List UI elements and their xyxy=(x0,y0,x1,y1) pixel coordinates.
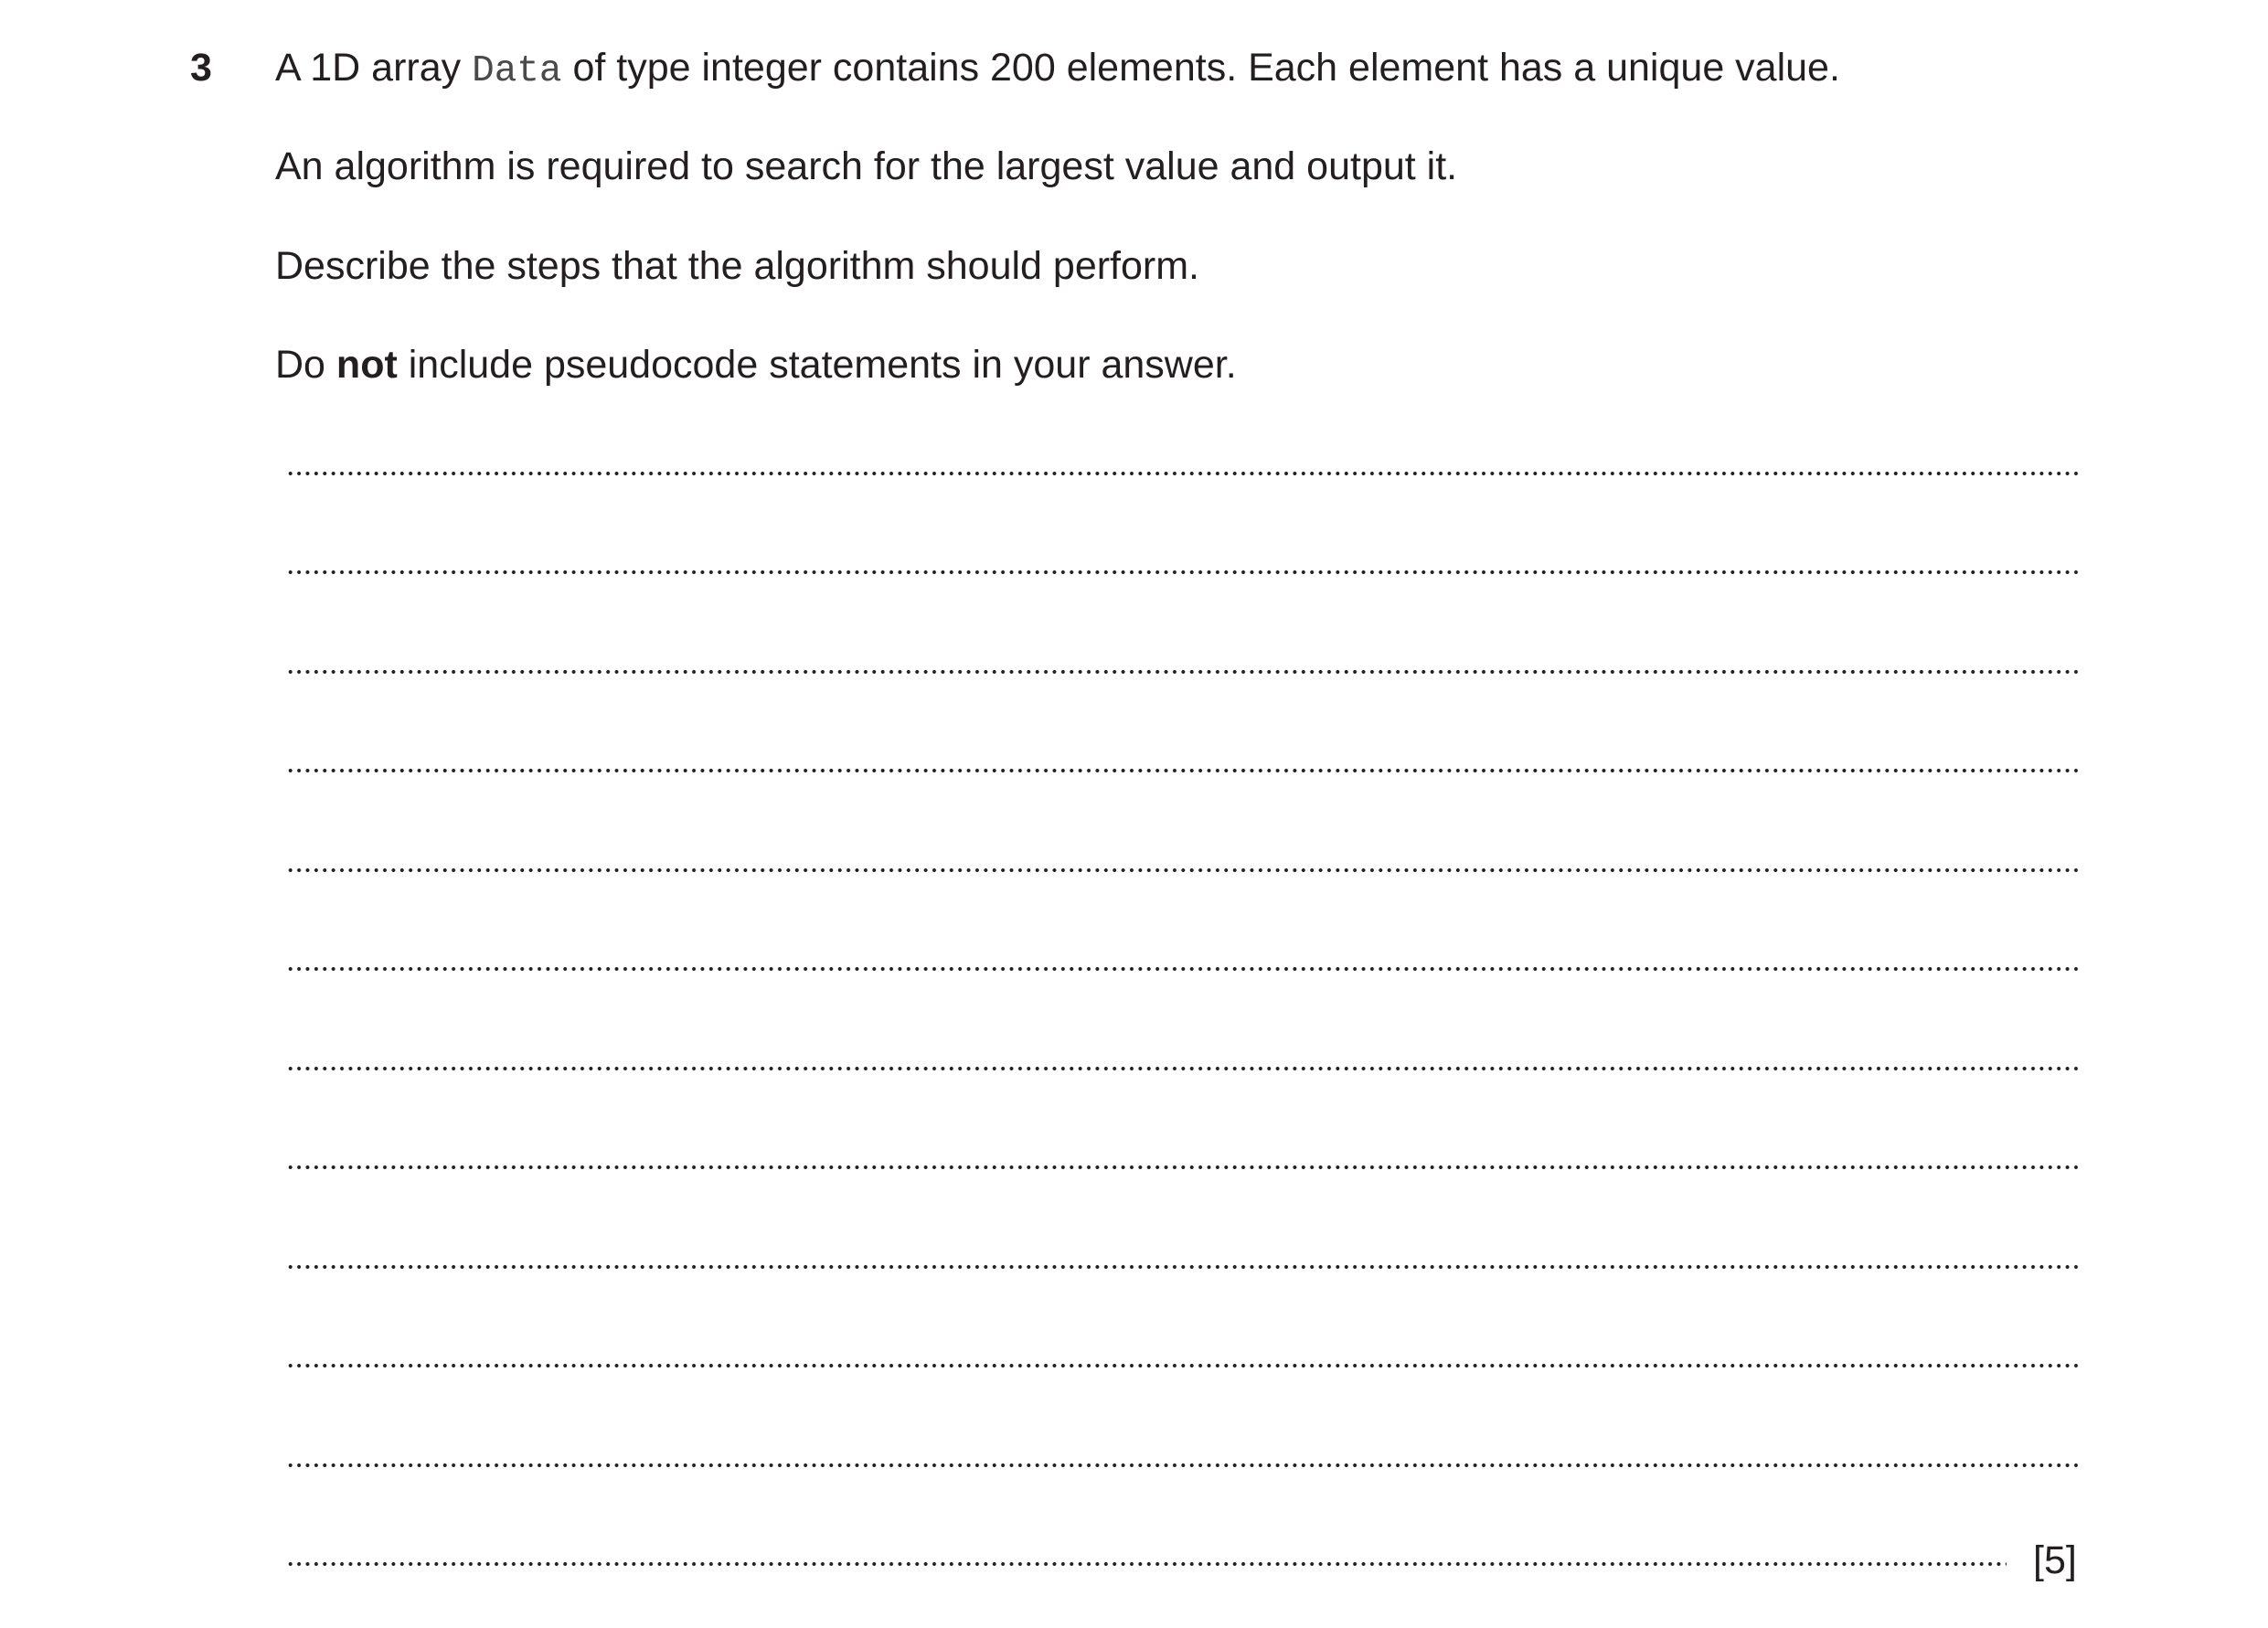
marks-allocation: [5] xyxy=(2033,1538,2077,1582)
answer-line[interactable] xyxy=(286,1066,2080,1071)
question-stem-line-2: An algorithm is required to search for the largest value and output it. xyxy=(275,144,1458,188)
question-constraint xyxy=(275,337,1237,392)
answer-line[interactable] xyxy=(286,966,2080,972)
array-identifier: Data xyxy=(472,50,562,92)
answer-line[interactable] xyxy=(286,471,2080,476)
question-instruction: Describe the steps that the algorithm should perform. xyxy=(275,244,1200,288)
answer-line[interactable] xyxy=(286,1264,2080,1270)
constraint-emphasis: not xyxy=(335,343,398,387)
question-number: 3 xyxy=(190,46,212,90)
answer-line[interactable] xyxy=(286,1165,2080,1170)
stem-text-before: A 1D array xyxy=(275,46,473,90)
answer-line[interactable] xyxy=(286,569,2080,575)
answer-line[interactable] xyxy=(286,1561,2007,1567)
answer-line[interactable] xyxy=(286,1363,2080,1368)
constraint-text-before: Do xyxy=(275,343,336,387)
answer-line[interactable] xyxy=(286,768,2080,773)
constraint-text-after: include pseudocode statements in your answer. xyxy=(397,343,1237,387)
question-stem-line-1 xyxy=(275,40,1840,99)
answer-line[interactable] xyxy=(286,867,2080,873)
answer-line[interactable] xyxy=(286,669,2080,675)
stem-text-after: of type integer contains 200 elements. Each element has a unique value. xyxy=(561,46,1840,90)
answer-line[interactable] xyxy=(286,1463,2080,1468)
